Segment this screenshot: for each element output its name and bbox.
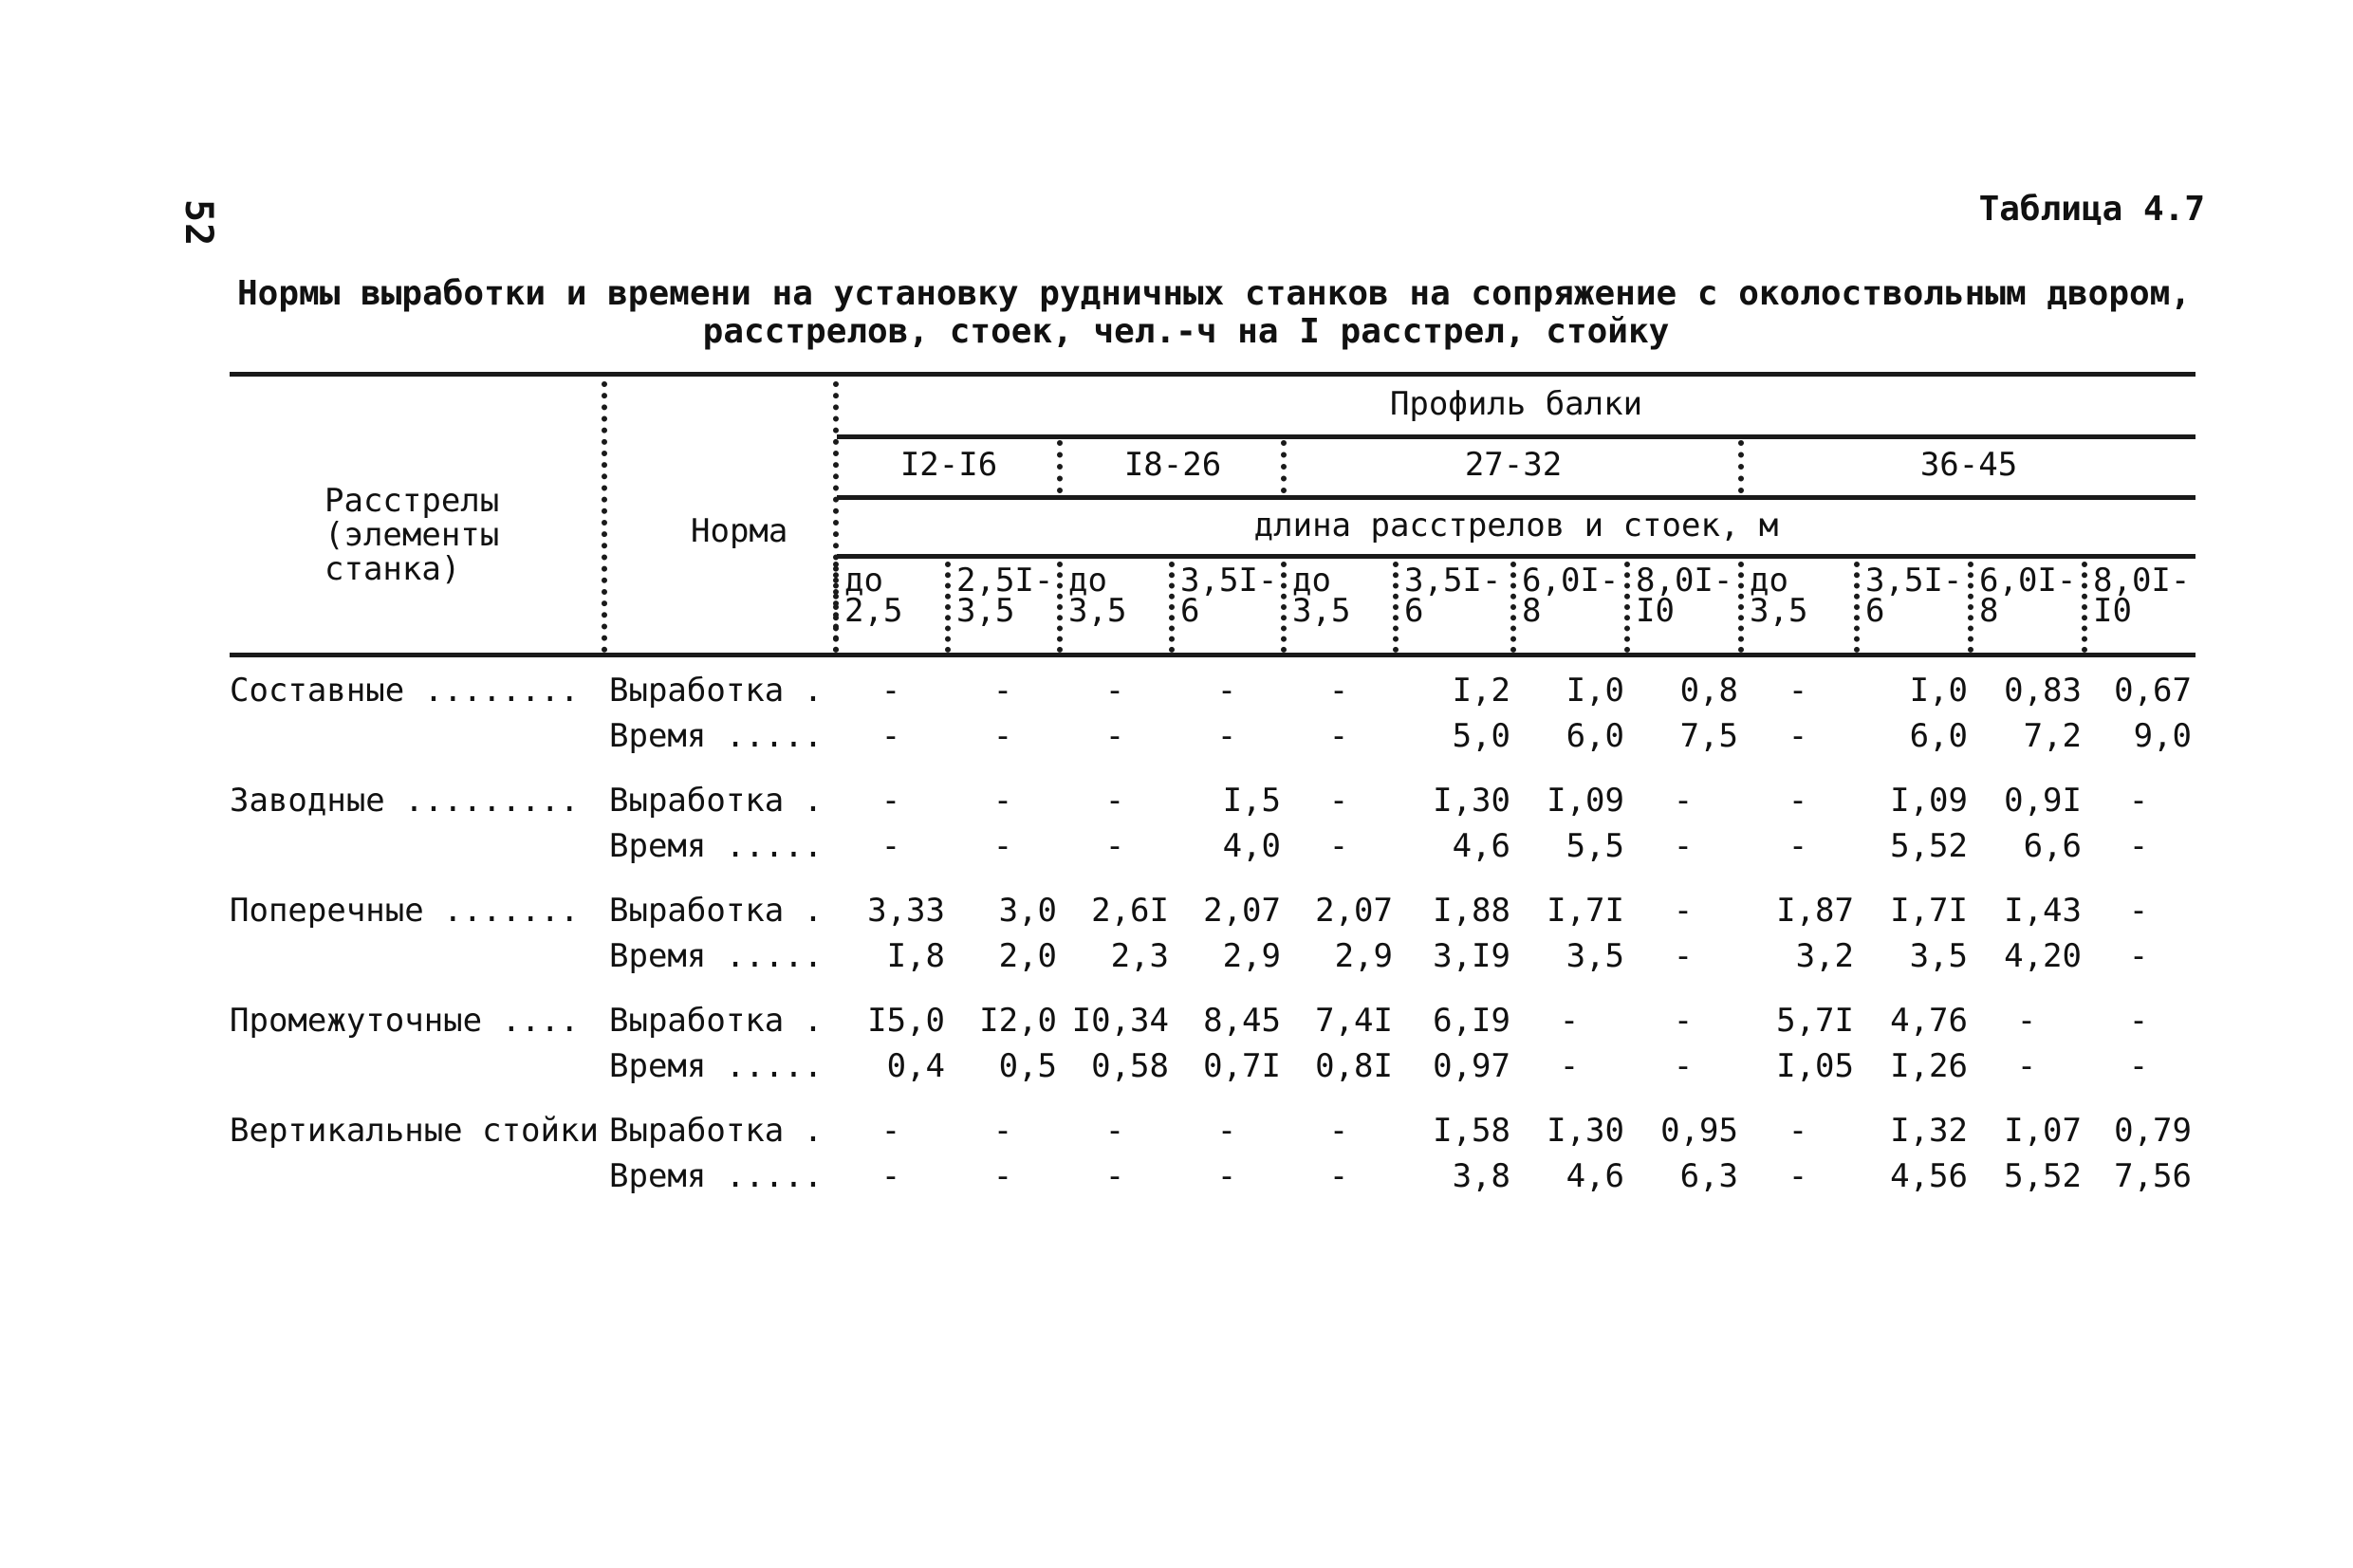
length-6-line-1: 3,5I- xyxy=(1404,562,1502,600)
length-11 xyxy=(1979,562,2077,630)
length-10-line-2: 6 xyxy=(1865,592,1885,630)
table-cell: I,09 xyxy=(1890,782,1968,820)
table-cell: 3,0 xyxy=(998,892,1057,930)
table-cell: 5,7I xyxy=(1776,1002,1854,1040)
table-row xyxy=(230,713,2196,759)
row-norm-label: Время ..... xyxy=(609,937,824,975)
table-cell: I,05 xyxy=(1776,1047,1854,1085)
row-element-name: Промежуточные .... xyxy=(230,1002,580,1040)
table-cell: - xyxy=(1788,782,1808,820)
profile-2: I8-26 xyxy=(1123,446,1222,484)
table-cell: I,87 xyxy=(1776,892,1854,930)
table-cell: I,7I xyxy=(1890,892,1968,930)
table-cell: 3,5 xyxy=(1566,937,1624,975)
table-cell: 3,2 xyxy=(1795,937,1854,975)
length-separator-6 xyxy=(1393,562,1399,653)
profile-separator-3 xyxy=(1738,440,1744,493)
table-cell: I,7I xyxy=(1547,892,1624,930)
table-cell: - xyxy=(1673,937,1694,975)
table-cell: - xyxy=(1788,717,1808,755)
length-7-line-2: 8 xyxy=(1522,592,1542,630)
table-cell: 2,6I xyxy=(1091,892,1169,930)
head-norm: Норма xyxy=(691,512,788,550)
table-cell: - xyxy=(1788,827,1808,865)
profiles-rule xyxy=(837,495,2196,500)
table-cell: 6,6 xyxy=(2023,827,2082,865)
row-element-name: Поперечные ....... xyxy=(230,892,580,930)
table-cell: I,43 xyxy=(2004,892,2082,930)
table-cell: 0,5 xyxy=(998,1047,1057,1085)
table-cell: 0,4 xyxy=(886,1047,945,1085)
row-norm-label: Выработка . xyxy=(609,672,824,710)
table-cell: 7,4I xyxy=(1315,1002,1393,1040)
row-norm-label: Время ..... xyxy=(609,827,824,865)
table-cell: 4,6 xyxy=(1566,1157,1624,1195)
caption-line-1: Нормы выработки и времени на установку рудничных станков на сопряжение с околоствольным двором, xyxy=(237,274,2192,313)
table-row xyxy=(230,888,2196,933)
table-cell: 5,0 xyxy=(1452,717,1510,755)
length-10 xyxy=(1865,562,1963,630)
length-9 xyxy=(1750,562,1808,630)
length-12 xyxy=(2093,562,2191,630)
table-cell: - xyxy=(2016,1002,2037,1040)
table-cell: 0,8 xyxy=(1679,672,1738,710)
table-cell: I,2 xyxy=(1452,672,1510,710)
length-6-line-2: 6 xyxy=(1404,592,1424,630)
table-row xyxy=(230,1108,2196,1153)
length-separator-7 xyxy=(1510,562,1516,653)
table-cell: 3,33 xyxy=(867,892,945,930)
row-element-name: Заводные ......... xyxy=(230,782,580,820)
length-5 xyxy=(1292,562,1351,630)
table-cell: - xyxy=(2128,827,2149,865)
length-separator-10 xyxy=(1854,562,1860,653)
profile-header: Профиль балки xyxy=(1389,385,1643,423)
table-cell: 3,I9 xyxy=(1433,937,1510,975)
table-row xyxy=(230,933,2196,979)
table-cell: 0,58 xyxy=(1091,1047,1169,1085)
table-row xyxy=(230,668,2196,713)
table-row xyxy=(230,998,2196,1043)
table-cell: - xyxy=(880,1112,901,1150)
table-cell: 6,I9 xyxy=(1433,1002,1510,1040)
table-cell: I,26 xyxy=(1890,1047,1968,1085)
table-cell: 0,7I xyxy=(1203,1047,1281,1085)
table-cell: - xyxy=(1328,1157,1349,1195)
table-cell: - xyxy=(992,717,1013,755)
table-cell: - xyxy=(1328,717,1349,755)
table-cell: - xyxy=(1104,672,1125,710)
length-1-line-2: 2,5 xyxy=(844,592,903,630)
length-separator-3 xyxy=(1057,562,1063,653)
table-cell: 5,52 xyxy=(1890,827,1968,865)
length-separator-9 xyxy=(1738,562,1744,653)
table-cell: - xyxy=(1673,1002,1694,1040)
table-cell: - xyxy=(1216,672,1237,710)
length-1-line-1: до xyxy=(844,562,883,600)
table-cell: I,0 xyxy=(1909,672,1968,710)
table-caption xyxy=(237,274,2192,351)
head-elements-line-1: Расстрелы xyxy=(324,482,500,520)
profile-separator-1 xyxy=(1057,440,1063,493)
length-separator-2 xyxy=(945,562,951,653)
table-cell: I,88 xyxy=(1433,892,1510,930)
table-cell: - xyxy=(1104,827,1125,865)
table-cell: 7,56 xyxy=(2114,1157,2192,1195)
length-8-line-1: 8,0I- xyxy=(1636,562,1733,600)
table-row xyxy=(230,778,2196,823)
table-cell: - xyxy=(1328,782,1349,820)
row-norm-label: Время ..... xyxy=(609,1047,824,1085)
length-separator-8 xyxy=(1624,562,1630,653)
profile-separator-2 xyxy=(1281,440,1287,493)
table-cell: - xyxy=(880,1157,901,1195)
length-8 xyxy=(1636,562,1733,630)
row-norm-label: Выработка . xyxy=(609,1112,824,1150)
table-cell: I,30 xyxy=(1547,1112,1624,1150)
length-3-line-2: 3,5 xyxy=(1068,592,1127,630)
table-cell: I0,34 xyxy=(1071,1002,1169,1040)
row-norm-label: Время ..... xyxy=(609,1157,824,1195)
table-cell: 6,0 xyxy=(1566,717,1624,755)
table-cell: 0,9I xyxy=(2004,782,2082,820)
table-cell: - xyxy=(1216,717,1237,755)
profile-1: I2-I6 xyxy=(899,446,998,484)
row-element-name: Вертикальные стойки xyxy=(230,1112,599,1150)
length-2 xyxy=(956,562,1054,630)
row-norm-label: Время ..... xyxy=(609,717,824,755)
table-cell: - xyxy=(2128,1047,2149,1085)
caption-line-2: расстрелов, стоек, чел.-ч на I расстрел, стойку xyxy=(702,312,1670,351)
length-7 xyxy=(1522,562,1620,630)
table-cell: 0,79 xyxy=(2114,1112,2192,1150)
table-cell: I,58 xyxy=(1433,1112,1510,1150)
table-cell: 0,67 xyxy=(2114,672,2192,710)
table-cell: - xyxy=(1104,782,1125,820)
table-cell: I5,0 xyxy=(867,1002,945,1040)
table-cell: 5,52 xyxy=(2004,1157,2082,1195)
table-cell: - xyxy=(1788,1112,1808,1150)
length-4 xyxy=(1180,562,1278,630)
table-cell: 0,97 xyxy=(1433,1047,1510,1085)
table-cell: 9,0 xyxy=(2133,717,2192,755)
table-label: Таблица 4.7 xyxy=(1978,190,2205,229)
table-cell: - xyxy=(880,717,901,755)
table-cell: - xyxy=(1328,827,1349,865)
table-cell: - xyxy=(992,1112,1013,1150)
table-cell: 0,8I xyxy=(1315,1047,1393,1085)
length-12-line-1: 8,0I- xyxy=(2093,562,2191,600)
table-cell: I,09 xyxy=(1547,782,1624,820)
length-1 xyxy=(844,562,903,630)
length-separator-1 xyxy=(833,562,839,653)
profile-3: 27-32 xyxy=(1464,446,1563,484)
table-cell: - xyxy=(1104,717,1125,755)
length-header: длина расстрелов и стоек, м xyxy=(1253,507,1779,544)
col-separator-1 xyxy=(602,381,607,653)
length-4-line-2: 6 xyxy=(1180,592,1200,630)
table-cell: - xyxy=(2128,1002,2149,1040)
length-9-line-1: до xyxy=(1750,562,1788,600)
length-2-line-2: 3,5 xyxy=(956,592,1015,630)
table-cell: - xyxy=(2016,1047,2037,1085)
table-cell: 4,0 xyxy=(1222,827,1281,865)
table-cell: - xyxy=(1788,1157,1808,1195)
table-cell: I,32 xyxy=(1890,1112,1968,1150)
table-cell: 2,3 xyxy=(1110,937,1169,975)
table-cell: 4,6 xyxy=(1452,827,1510,865)
table-cell: - xyxy=(1328,1112,1349,1150)
length-separator-11 xyxy=(1968,562,1973,653)
head-elements-line-3: станка) xyxy=(324,550,461,588)
length-8-line-2: I0 xyxy=(1636,592,1675,630)
profile-rule xyxy=(837,434,2196,439)
length-6 xyxy=(1404,562,1502,630)
length-5-line-1: до xyxy=(1292,562,1331,600)
profile-4: 36-45 xyxy=(1919,446,2018,484)
length-5-line-2: 3,5 xyxy=(1292,592,1351,630)
table-row xyxy=(230,1153,2196,1199)
page-number: 52 xyxy=(176,199,220,248)
length-separator-12 xyxy=(2082,562,2087,653)
row-element-name: Составные ........ xyxy=(230,672,580,710)
length-separator-5 xyxy=(1281,562,1287,653)
table-cell: 6,3 xyxy=(1679,1157,1738,1195)
table-cell: 7,2 xyxy=(2023,717,2082,755)
header-bottom-rule xyxy=(230,653,2196,657)
length-11-line-2: 8 xyxy=(1979,592,1999,630)
table-cell: 2,9 xyxy=(1222,937,1281,975)
table-cell: - xyxy=(880,827,901,865)
table-cell: - xyxy=(1104,1157,1125,1195)
table-cell: - xyxy=(992,1157,1013,1195)
table-cell: I,30 xyxy=(1433,782,1510,820)
top-rule xyxy=(230,372,2196,377)
table-cell: 2,9 xyxy=(1334,937,1393,975)
table-cell: - xyxy=(1559,1047,1580,1085)
length-2-line-1: 2,5I- xyxy=(956,562,1054,600)
table-cell: 0,83 xyxy=(2004,672,2082,710)
length-10-line-1: 3,5I- xyxy=(1865,562,1963,600)
table-cell: - xyxy=(1104,1112,1125,1150)
length-rule xyxy=(837,554,2196,559)
length-11-line-1: 6,0I- xyxy=(1979,562,2077,600)
table-cell: 6,0 xyxy=(1909,717,1968,755)
table-cell: - xyxy=(1328,672,1349,710)
table-cell: - xyxy=(880,672,901,710)
table-cell: 2,07 xyxy=(1203,892,1281,930)
table-cell: 4,76 xyxy=(1890,1002,1968,1040)
table-cell: 0,95 xyxy=(1660,1112,1738,1150)
table-cell: 4,20 xyxy=(2004,937,2082,975)
head-elements-line-2: (элементы xyxy=(324,516,500,554)
row-norm-label: Выработка . xyxy=(609,1002,824,1040)
row-norm-label: Выработка . xyxy=(609,892,824,930)
table-cell: - xyxy=(2128,937,2149,975)
table-cell: - xyxy=(1673,827,1694,865)
row-norm-label: Выработка . xyxy=(609,782,824,820)
table-cell: - xyxy=(1673,782,1694,820)
table-cell: I,0 xyxy=(1566,672,1624,710)
table-cell: 2,0 xyxy=(998,937,1057,975)
table-cell: - xyxy=(1673,1047,1694,1085)
length-9-line-2: 3,5 xyxy=(1750,592,1808,630)
table-cell: - xyxy=(992,672,1013,710)
table-cell: - xyxy=(1673,892,1694,930)
table-cell: - xyxy=(992,827,1013,865)
length-4-line-1: 3,5I- xyxy=(1180,562,1278,600)
table-cell: 3,8 xyxy=(1452,1157,1510,1195)
table-cell: - xyxy=(2128,782,2149,820)
table-cell: 3,5 xyxy=(1909,937,1968,975)
table-cell: 4,56 xyxy=(1890,1157,1968,1195)
table-cell: - xyxy=(1559,1002,1580,1040)
table-cell: - xyxy=(1216,1112,1237,1150)
table-cell: - xyxy=(1216,1157,1237,1195)
length-3-line-1: до xyxy=(1068,562,1107,600)
table-row xyxy=(230,823,2196,869)
table-cell: I,8 xyxy=(886,937,945,975)
length-7-line-1: 6,0I- xyxy=(1522,562,1620,600)
table-row xyxy=(230,1043,2196,1089)
table-cell: 7,5 xyxy=(1679,717,1738,755)
length-separator-4 xyxy=(1169,562,1175,653)
length-3 xyxy=(1068,562,1127,630)
table-cell: - xyxy=(992,782,1013,820)
length-12-line-2: I0 xyxy=(2093,592,2132,630)
head-elements xyxy=(324,484,499,586)
table-cell: I,5 xyxy=(1222,782,1281,820)
table-cell: - xyxy=(1788,672,1808,710)
table-cell: - xyxy=(2128,892,2149,930)
table-cell: 5,5 xyxy=(1566,827,1624,865)
table-cell: I,07 xyxy=(2004,1112,2082,1150)
table-cell: 8,45 xyxy=(1203,1002,1281,1040)
table-cell: I2,0 xyxy=(979,1002,1057,1040)
table-cell: 2,07 xyxy=(1315,892,1393,930)
table-cell: - xyxy=(880,782,901,820)
